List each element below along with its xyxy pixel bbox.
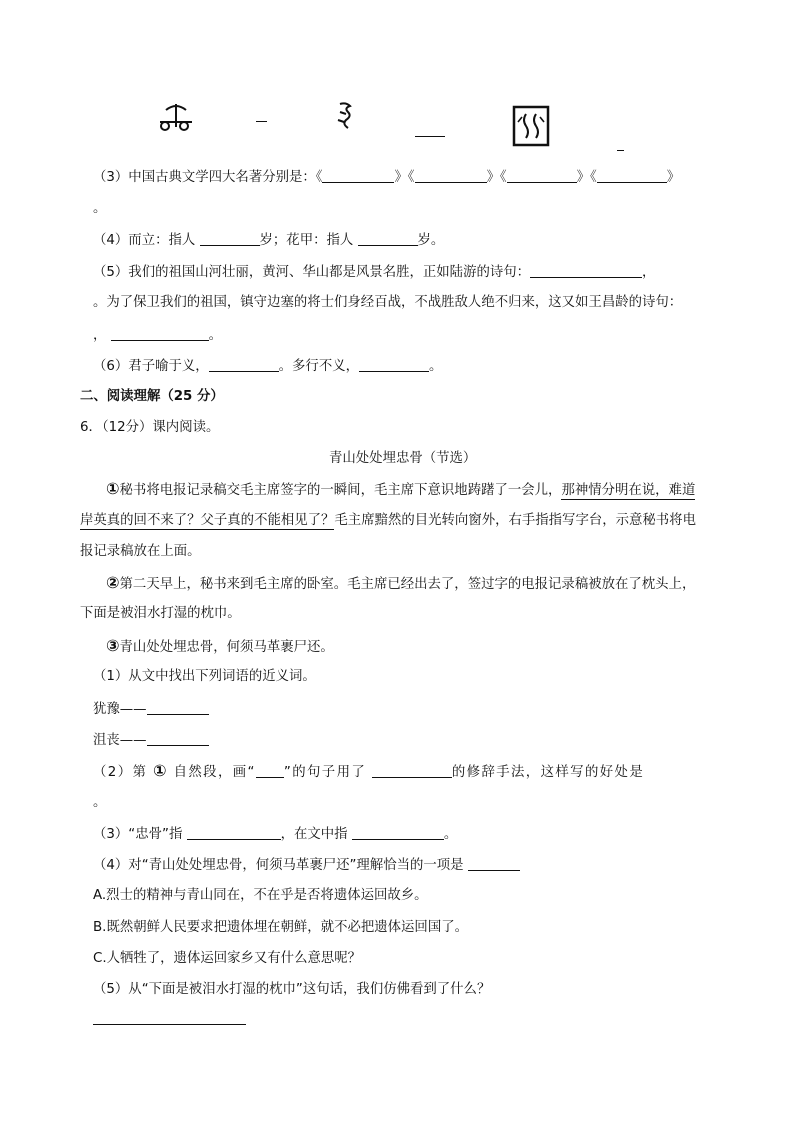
- zhonggu-meaning-blank[interactable]: [187, 824, 281, 840]
- q5-line2: 。为了保卫我们的祖国，镇守边塞的将士们身经百战，不战胜敌人绝不归来，这又如王昌龄的诗句：: [93, 295, 683, 310]
- synonym-blank-2[interactable]: [147, 730, 209, 746]
- classic-blank-3[interactable]: [507, 167, 577, 183]
- answer-blank[interactable]: [93, 1024, 246, 1025]
- passage-p1-line2: 岸英真的回不来了？父子真的不能相见了？毛主席黯然的目光转向窗外，右手指指写字台，示意秘书将电: [80, 513, 696, 528]
- classic-blank-1[interactable]: [322, 167, 394, 183]
- ancient-glyph-2-icon: [334, 100, 358, 132]
- sub3-line: （3）“忠骨”指 ，在文中指 。: [93, 824, 457, 845]
- option-b[interactable]: B.既然朝鲜人民要求把遗体埋在朝鲜，就不必把遗体运回国了。: [93, 920, 468, 935]
- passage-title: 青山处处埋忠骨（节选）: [329, 451, 477, 466]
- q4-line: （4）而立：指人 岁；花甲：指人 岁。: [93, 230, 444, 251]
- zhonggu-context-blank[interactable]: [352, 824, 444, 840]
- wangchangling-poem-blank[interactable]: [111, 325, 209, 341]
- sub1-word1: 犹豫——: [93, 699, 209, 720]
- option-a[interactable]: A.烈士的精神与青山同在，不在乎是否将遗体运回故乡。: [93, 888, 428, 903]
- yu-yi-blank[interactable]: [209, 356, 279, 372]
- q6-line: （6）君子喻于义， 。多行不义， 。: [93, 356, 442, 377]
- option-c[interactable]: C.人牺牲了，遗体运回家乡又有什么意思呢？: [93, 951, 362, 966]
- rhetoric-blank[interactable]: [372, 762, 452, 778]
- glyph-2-blank[interactable]: [415, 136, 445, 137]
- sub2-line: （2）第 ① 自然段，画“ ”的句子用了 的修辞手法，这样写的好处是: [93, 761, 645, 780]
- ancient-glyph-1-icon: [156, 100, 196, 134]
- sub1-label: （1）从文中找出下列词语的近义词。: [93, 669, 316, 684]
- underlined-sentence-part1: 那神情分明在说，难道: [561, 483, 696, 498]
- sub5-label: （5）从“下面是被泪水打湿的枕巾”这句话，我们仿佛看到了什么？: [93, 982, 491, 997]
- ancient-glyph-3-icon: [511, 104, 553, 148]
- passage-p1-line3: 报记录稿放在上面。: [80, 544, 201, 559]
- age-blank-2[interactable]: [358, 230, 418, 246]
- classic-blank-4[interactable]: [597, 167, 667, 183]
- choice-blank[interactable]: [468, 855, 520, 871]
- glyph-1-blank[interactable]: [256, 121, 267, 122]
- age-blank-1[interactable]: [200, 230, 260, 246]
- luyou-poem-blank[interactable]: [530, 262, 642, 278]
- q5-line3: ， 。: [93, 325, 222, 346]
- section-title: 二、阅读理解（25 分）: [80, 389, 224, 404]
- passage-p3-line1: ③青山处处埋忠骨，何须马革裹尸还。: [106, 636, 334, 655]
- underline-mark-blank[interactable]: [256, 762, 284, 778]
- passage-p2-line1: ②第二天早上，秘书来到毛主席的卧室。毛主席已经出去了，签过字的电报记录稿被放在了枕头上，: [106, 573, 696, 592]
- sub2-end: 。: [93, 795, 107, 810]
- passage-p1-line1: ①秘书将电报记录稿交毛主席签字的一瞬间，毛主席下意识地踌躇了一会儿，那神情分明在说，难道: [106, 479, 696, 498]
- duo-xing-blank[interactable]: [359, 356, 429, 372]
- q5-line1: （5）我们的祖国山河壮丽，黄河、华山都是风景名胜，正如陆游的诗句： ，: [93, 262, 655, 283]
- sub4-label: （4）对“青山处处埋忠骨，何须马革裹尸还”理解恰当的一项是: [93, 855, 520, 876]
- q3-end: 。: [93, 201, 107, 216]
- q3-line: （3）中国古典文学四大名著分别是：《 》《 》《 》《 》: [93, 167, 680, 188]
- passage-p2-line2: 下面是被泪水打湿的枕巾。: [80, 606, 241, 621]
- question-6-label: 6．（12分）课内阅读。: [80, 420, 220, 435]
- synonym-blank-1[interactable]: [147, 699, 209, 715]
- classic-blank-2[interactable]: [415, 167, 487, 183]
- glyph-3-blank[interactable]: [617, 150, 624, 151]
- underlined-sentence-part2: 岸英真的回不来了？父子真的不能相见了？: [80, 513, 335, 528]
- sub1-word2: 沮丧——: [93, 730, 209, 751]
